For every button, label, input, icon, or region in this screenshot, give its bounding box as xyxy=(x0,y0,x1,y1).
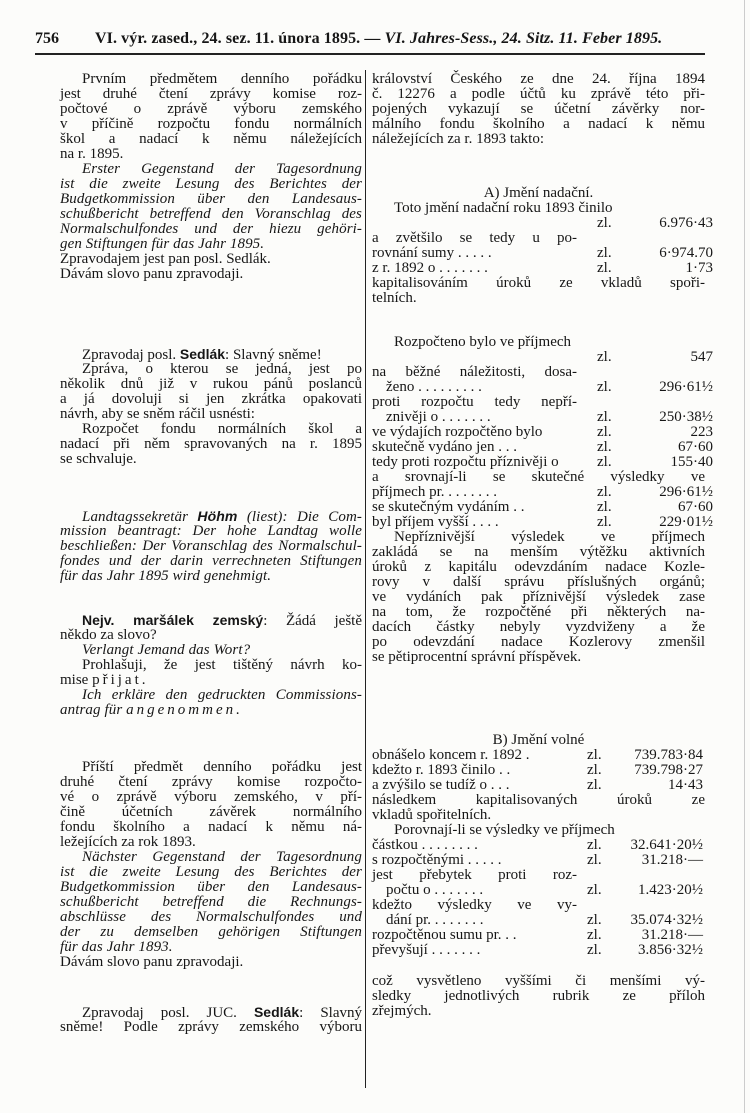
text-line: království Českého ze dne 24. října 1894 xyxy=(372,71,705,87)
ledger-amount: 739.798·27 xyxy=(634,762,703,778)
text-line: počtové o zprávě výboru zemského xyxy=(60,101,362,117)
ledger-amount: 67·60 xyxy=(678,499,713,515)
ledger-row xyxy=(372,943,705,958)
text-line: málního fondu školního a nadací k němu xyxy=(372,116,705,132)
text-line: schußbericht betreffend die Rechnungs- xyxy=(60,894,362,910)
text-segment: Zpravodaj posl. xyxy=(82,347,180,363)
right-block-section-a xyxy=(372,185,713,306)
text-line: Verlangt Jemand das Wort? xyxy=(82,642,251,658)
header-rule xyxy=(35,53,705,55)
ledger-label: a zvýšilo se tudíž o . . . xyxy=(372,778,510,793)
text-line: für das Jahr 1895 wird genehmigt. xyxy=(60,568,272,584)
ledger-amount: 1.423·20½ xyxy=(638,882,703,898)
currency-label: zl. xyxy=(587,882,602,898)
left-block-agenda-1 xyxy=(60,72,362,282)
text-line: sledky jednotlivých rubrik ze příloh xyxy=(372,988,705,1004)
text-line: pojených vykazují se účetní závěrky nor- xyxy=(372,101,705,117)
ledger-amount: 31.218·— xyxy=(641,852,703,868)
currency-label: zl. xyxy=(587,927,602,943)
text-line: nadací při něm spravovaných na r. 1895 xyxy=(60,436,362,452)
currency-label: zl. xyxy=(597,215,612,231)
speaker-name: Sedlák xyxy=(179,346,226,362)
currency-label: zl. xyxy=(597,514,612,530)
text-line: rovy v další správu příslušných orgánů; xyxy=(372,574,705,590)
text-segment: . xyxy=(236,702,240,718)
currency-label: zl. xyxy=(587,777,602,793)
ledger-label: z r. 1892 o . . . . . . . xyxy=(372,261,488,276)
text-line: Toto jmění nadační roku 1893 činilo xyxy=(394,200,613,216)
running-title xyxy=(95,30,662,48)
text-line: v příčině rozpočtu fondu normálních xyxy=(60,116,362,132)
scan-edge xyxy=(744,0,745,1113)
right-block-section-a-budget xyxy=(372,334,713,665)
text-line: na r. 1895. xyxy=(60,146,124,162)
ledger-amount: 32.641·20½ xyxy=(630,837,703,853)
ledger-row xyxy=(372,349,713,365)
currency-label: zl. xyxy=(587,942,602,958)
ledger-row xyxy=(372,778,705,793)
currency-label: zl. xyxy=(597,454,612,470)
currency-label: zl. xyxy=(587,747,602,763)
text-line: Budgetkommission über den Landesaus- xyxy=(60,191,362,207)
currency-label: zl. xyxy=(587,837,602,853)
text-line: Zpravodajem jest pan posl. Sedlák. xyxy=(60,251,271,267)
speaker-name: Sedlák xyxy=(253,1004,300,1020)
text-line: Zpráva, o kterou se jedná, jest po xyxy=(82,361,362,377)
right-block-conclusion xyxy=(372,974,705,1019)
ledger-label: převyšují . . . . . . . xyxy=(372,943,481,958)
text-line: Normalschulfondes und der hiezu gehöri- xyxy=(60,221,362,237)
text-line: na běžné náležitosti, dosa- xyxy=(372,364,577,380)
right-block-section-b xyxy=(372,733,705,958)
ledger-row xyxy=(372,514,713,530)
text-segment: (liest): Die Com- xyxy=(237,509,362,525)
ledger-label: částkou . . . . . . . . xyxy=(372,838,478,853)
ledger-label: skutečně vydáno jen . . . xyxy=(372,440,517,455)
text-line: telních. xyxy=(372,290,417,306)
section-heading: B) Jmění volné xyxy=(492,732,585,748)
text-segment: antrag für xyxy=(60,702,127,718)
text-line: a já dovoluji si jen zkrátka opakovati xyxy=(60,391,362,407)
text-line: Rozpočteno bylo ve příjmech xyxy=(394,334,572,350)
text-line: vé o zprávě výboru zemského, v pří- xyxy=(60,789,362,805)
text-line xyxy=(60,703,362,718)
text-line: a srovnají-li se skutečné výsledky ve xyxy=(372,469,705,485)
text-line: ležejících za rok 1893. xyxy=(60,834,196,850)
ledger-amount: 296·61½ xyxy=(659,484,713,500)
text-line: gen Stiftungen für das Jahr 1895. xyxy=(60,236,265,252)
text-segment: : Slavný sněme! xyxy=(225,347,322,363)
ledger-label: obnášelo koncem r. 1892 . xyxy=(372,748,530,763)
text-segment: . xyxy=(141,672,146,688)
ledger-row xyxy=(372,424,713,440)
text-line xyxy=(60,509,362,524)
ledger-label: se skutečným vydáním . . xyxy=(372,500,525,515)
text-line: kapitalisováním úroků ze vkladů spoři- xyxy=(372,275,705,291)
text-line: Dávám slovo panu zpravodaji. xyxy=(60,954,244,970)
text-line: abschlüsse des Normalschulfondes und xyxy=(60,909,362,925)
ledger-amount: 223 xyxy=(690,424,713,440)
text-line: se pětiprocentní správní příspěvek. xyxy=(372,649,582,665)
text-line: č. 12276 a podle účtů ku zprávě této při- xyxy=(372,86,705,102)
ledger-label: ženo . . . . . . . . . xyxy=(386,380,482,395)
ledger-amount: 3.856·32½ xyxy=(638,942,703,958)
ledger-amount: 296·61½ xyxy=(659,379,713,395)
text-line: ist die zweite Lesung des Berichtes der xyxy=(60,176,362,192)
ledger-label xyxy=(372,350,597,365)
left-block-rapporteur-1 xyxy=(60,347,362,467)
text-line xyxy=(60,673,362,688)
text-line: se schvaluje. xyxy=(60,451,137,467)
text-line: druhé čtení zprávy komise rozpočto- xyxy=(60,774,362,790)
currency-label: zl. xyxy=(597,260,612,276)
text-line: jest druhé čtení zprávy komise roz- xyxy=(60,86,362,102)
text-line: mission beantragt: Der hohe Landtag wolle xyxy=(60,523,362,539)
ledger-label: znivěji o . . . . . . . xyxy=(386,410,491,425)
ledger-row xyxy=(372,763,705,778)
ledger-amount: 67·60 xyxy=(678,439,713,455)
ledger-label: tedy proti rozpočtu příznivěji o xyxy=(372,455,559,470)
currency-label: zl. xyxy=(597,439,612,455)
left-block-rapporteur-2 xyxy=(60,1005,362,1035)
ledger-amount: 35.074·32½ xyxy=(630,912,703,928)
text-line: Budgetkommission über den Landesaus- xyxy=(60,879,362,895)
ledger-row xyxy=(372,748,705,763)
text-line: Erster Gegenstand der Tagesordnung xyxy=(82,161,362,177)
text-line: Ich erkläre den gedruckten Commissions- xyxy=(82,687,362,703)
text-line: schußbericht betreffend den Voranschlag des xyxy=(60,206,362,222)
page-header xyxy=(35,30,705,50)
currency-label: zl. xyxy=(597,349,612,365)
ledger-row xyxy=(372,928,705,943)
ledger-row xyxy=(372,245,713,261)
text-line: jest přebytek proti roz- xyxy=(372,867,577,883)
ledger-amount: 250·38½ xyxy=(659,409,713,425)
text-line: ist die zweite Lesung des Berichtes der xyxy=(60,864,362,880)
text-line: dacích částky nebyly vyzdviženy a že xyxy=(372,619,705,635)
currency-label: zl. xyxy=(597,499,612,515)
text-line: škol a nadací k němu náležejících xyxy=(60,131,362,147)
ledger-amount: 1·73 xyxy=(685,260,713,276)
ledger-amount: 31.218·— xyxy=(641,927,703,943)
ledger-label: dání pr. . . . . . . . xyxy=(386,913,484,928)
text-line: náležejících za r. 1893 takto: xyxy=(372,131,545,147)
right-block-intro xyxy=(372,72,705,147)
text-segment: Zpravodaj posl. JUC. xyxy=(82,1005,254,1021)
text-line: čině účetních závěrek normálního xyxy=(60,804,362,820)
ledger-row xyxy=(372,838,705,853)
text-line: Prvním předmětem denního pořádku xyxy=(82,71,362,87)
text-line: na tom, že rozpočtěné při některých na- xyxy=(372,604,705,620)
title-separator: — xyxy=(360,30,385,47)
currency-label: zl. xyxy=(587,762,602,778)
ledger-row xyxy=(372,439,713,455)
text-segment: Landtagssekretär xyxy=(82,509,198,525)
text-line: fondu školního a nadací k němu ná- xyxy=(60,819,362,835)
text-line: kdežto výsledky ve vy- xyxy=(372,897,577,913)
text-line: ve vydáních pak příznivější výsledek zase xyxy=(372,589,705,605)
ledger-amount: 739.783·84 xyxy=(634,747,703,763)
currency-label: zl. xyxy=(587,852,602,868)
ledger-label: ve výdajích rozpočtěno bylo xyxy=(372,425,543,440)
spaced-text: přijat xyxy=(92,672,142,688)
section-heading: A) Jmění nadační. xyxy=(483,185,594,201)
text-line: Nächster Gegenstand der Tagesordnung xyxy=(82,849,362,865)
text-line: úroků z kapitálu odevzdáním nadace Kozle- xyxy=(372,559,705,575)
text-line: což vysvětleno vyššími či menšími vý- xyxy=(372,973,705,989)
text-line: für das Jahr 1893. xyxy=(60,939,173,955)
ledger-row xyxy=(372,883,705,898)
ledger-row xyxy=(372,484,713,500)
speaker-name: Nejv. maršálek zemský xyxy=(82,612,264,628)
ledger-row xyxy=(372,454,713,470)
text-segment: mise xyxy=(60,672,93,688)
column-divider xyxy=(365,70,366,1088)
ledger-label xyxy=(372,216,597,231)
currency-label: zl. xyxy=(587,912,602,928)
ledger-row xyxy=(372,499,713,515)
ledger-label: byl příjem vyšší . . . . xyxy=(372,515,499,530)
text-line: po odevzdání nadace Kozlerovy zmenšil xyxy=(372,634,705,650)
ledger-row xyxy=(372,409,713,425)
page-number: 756 xyxy=(35,30,59,47)
currency-label: zl. xyxy=(597,379,612,395)
ledger-amount: 229·01½ xyxy=(659,514,713,530)
text-line xyxy=(60,613,362,628)
ledger-row xyxy=(372,853,705,868)
text-line xyxy=(60,347,362,362)
currency-label: zl. xyxy=(597,484,612,500)
speaker-name: Höhm xyxy=(197,508,238,524)
ledger-label: s rozpočtěnými . . . . . xyxy=(372,853,502,868)
ledger-label: příjmech pr. . . . . . . . xyxy=(372,485,497,500)
spaced-text: angenommen xyxy=(126,702,237,718)
text-line: Dávám slovo panu zpravodaji. xyxy=(60,266,244,282)
ledger-label: počtu o . . . . . . . xyxy=(386,883,484,898)
text-line: beschließen: Der Voranschlag des Normalschul- xyxy=(60,538,362,554)
ledger-amount: 14·43 xyxy=(668,777,703,793)
text-line: a zvětšilo se tedy u po- xyxy=(372,230,577,246)
ledger-amount: 6·974.70 xyxy=(659,245,713,261)
ledger-row xyxy=(372,379,713,395)
text-segment: : Slavný xyxy=(299,1005,362,1021)
text-line: zřejmých. xyxy=(372,1003,432,1019)
text-line: Příští předmět denního pořádku jest xyxy=(82,759,362,775)
text-line: sněme! Podle zprávy zemského výboru xyxy=(60,1019,362,1035)
currency-label: zl. xyxy=(597,424,612,440)
text-line: vkladů spořitelních. xyxy=(372,807,492,823)
ledger-label: kdežto r. 1893 činilo . . xyxy=(372,763,511,778)
left-block-secretary xyxy=(60,509,362,584)
text-line: Rozpočet fondu normálních škol a xyxy=(82,421,362,437)
text-line: návrh, aby se sněm ráčil usnésti: xyxy=(60,406,255,422)
left-block-agenda-2 xyxy=(60,760,362,970)
currency-label: zl. xyxy=(597,245,612,261)
text-line: Prohlašuji, že jest tištěný návrh ko- xyxy=(82,657,362,673)
ledger-label: rozpočtěnou sumu pr. . . xyxy=(372,928,517,943)
ledger-amount: 547 xyxy=(690,349,713,365)
ledger-amount: 155·40 xyxy=(670,454,713,470)
text-line: několik dnů již v rukou pánů poslanců xyxy=(60,376,362,392)
text-line: někdo za slovo? xyxy=(60,627,157,643)
left-block-marshal xyxy=(60,613,362,718)
text-line xyxy=(60,1005,362,1020)
text-line: fondes und der darin verrechneten Stiftungen xyxy=(60,553,362,569)
text-line: následkem kapitalisovaných úroků ze xyxy=(372,792,705,808)
ledger-row xyxy=(372,260,713,276)
text-line: der zu demselben gehörigen Stiftungen xyxy=(60,924,362,940)
ledger-amount: 6.976·43 xyxy=(659,215,713,231)
text-segment: : Žádá ještě xyxy=(263,613,362,629)
text-line: Porovnají-li se výsledky ve příjmech xyxy=(394,822,615,838)
ledger-row xyxy=(372,215,713,231)
ledger-row xyxy=(372,913,705,928)
text-line: zakládá se na menším výtěžku aktivních xyxy=(372,544,705,560)
text-line: Nepříznivější výsledek ve příjmech xyxy=(394,529,705,545)
running-title-german: VI. Jahres-Sess., 24. Sitz. 11. Feber 1895. xyxy=(384,30,663,47)
ledger-label: rovnání sumy . . . . . xyxy=(372,246,492,261)
running-title-czech: VI. výr. zased., 24. sez. 11. února 1895. xyxy=(95,30,361,47)
currency-label: zl. xyxy=(597,409,612,425)
text-line: proti rozpočtu tedy nepří- xyxy=(372,394,577,410)
